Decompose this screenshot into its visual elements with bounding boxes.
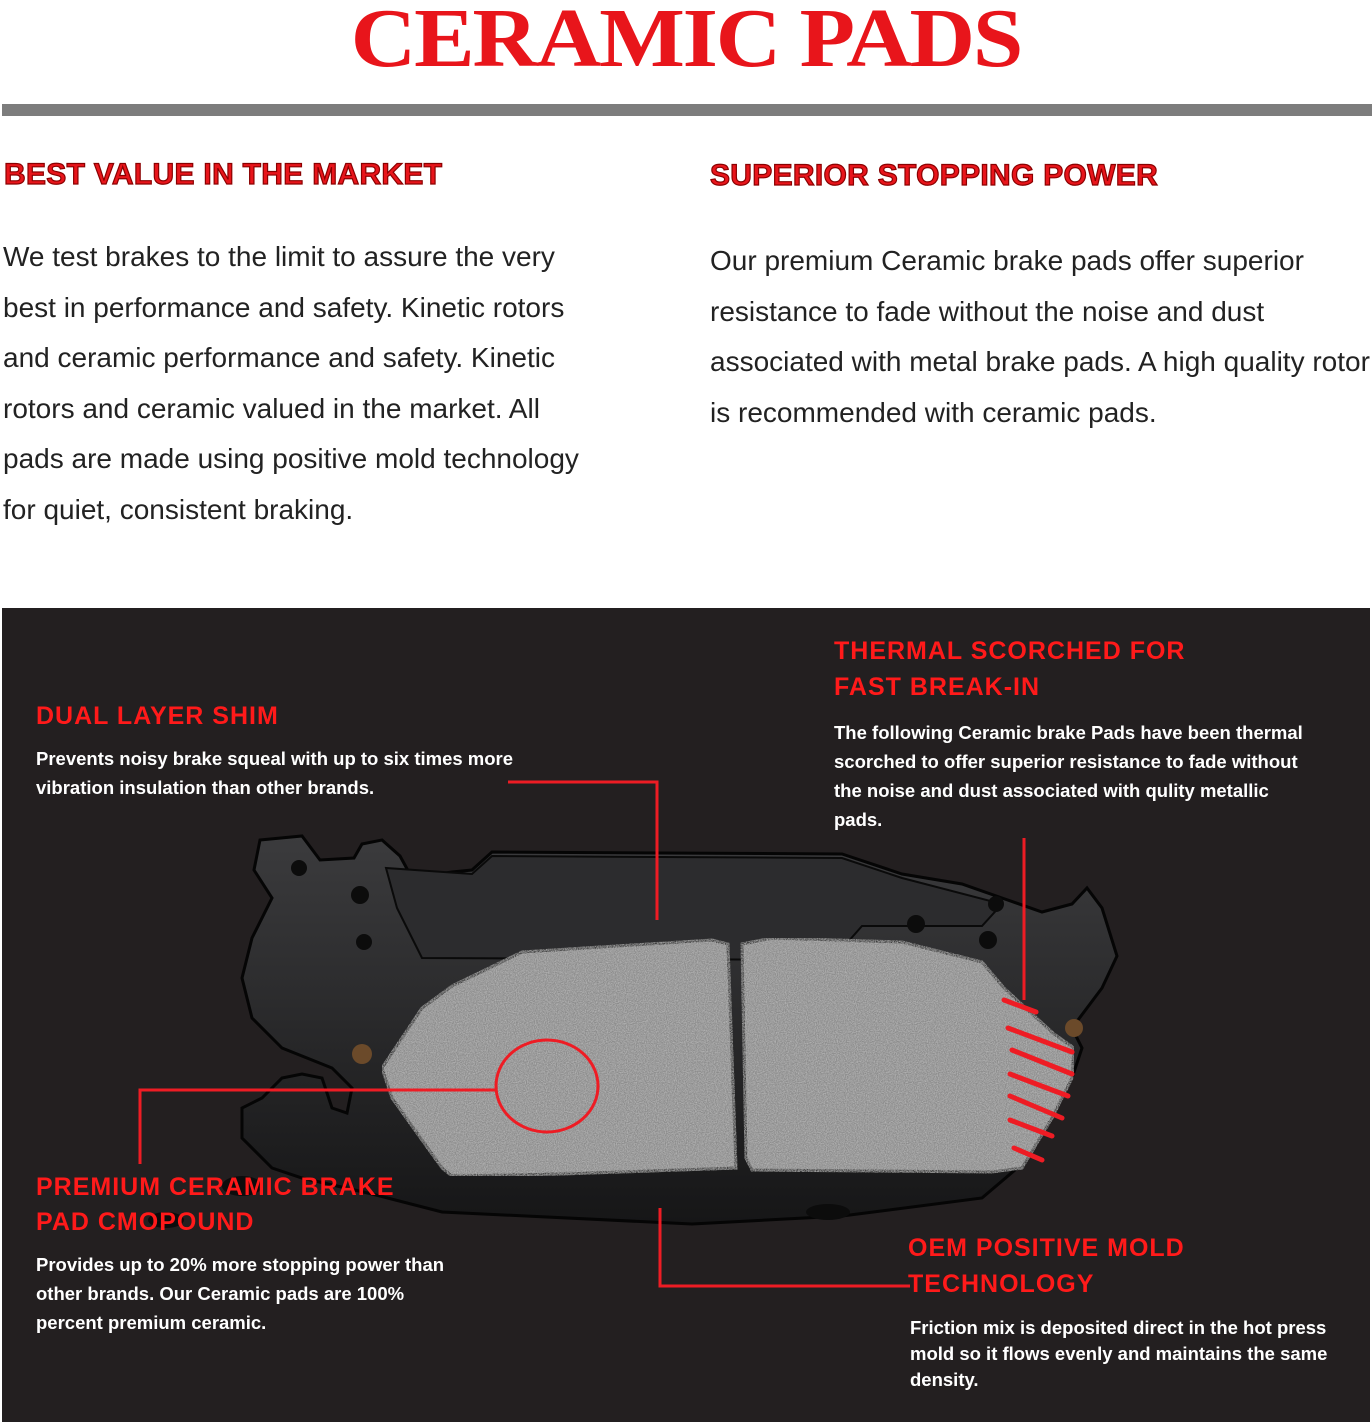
plate-notch bbox=[806, 1204, 850, 1220]
rivet-hole bbox=[979, 931, 997, 949]
shim-text: Prevents noisy brake squeal with up to six times more vibration insulation than other brands. bbox=[36, 748, 514, 798]
compound-text: Provides up to 20% more stopping power than other brands. Our Ceramic pads are 100% percent premium ceramic. bbox=[36, 1254, 445, 1333]
stopping-power-text: Our premium Ceramic brake pads offer superior resistance to fade without the noise and dust associated with metal brake pads. A high quality rotor is recommended with ceramic pads. bbox=[710, 245, 1370, 428]
rivet-hole bbox=[907, 915, 925, 933]
shim-heading: DUAL LAYER SHIM bbox=[36, 702, 279, 730]
thermal-text: The following Ceramic brake Pads have been thermal scorched to offer superior resistance to fade without the noise and dust associated with qulity metallic pads. bbox=[834, 722, 1303, 830]
stopping-power-heading: SUPERIOR STOPPING POWER bbox=[710, 159, 1159, 192]
rivet-hole bbox=[988, 896, 1004, 912]
compound-heading: PREMIUM CERAMIC BRAKE PAD CMOPOUND bbox=[36, 1173, 395, 1236]
best-value-text: We test brakes to the limit to assure the very best in performance and safety. Kinetic rotors and ceramic performance and safety. Kinetic rotors and ceramic valued in the market. All pads are made using positive mold technology for quiet, consistent braking. bbox=[3, 241, 579, 525]
title-divider bbox=[2, 104, 1372, 116]
feature-panel bbox=[2, 608, 1370, 1422]
mold-text: Friction mix is deposited direct in the hot press mold so it flows evenly and maintains the same density. bbox=[910, 1317, 1328, 1390]
rivet-hole bbox=[291, 860, 307, 876]
rivet-hole bbox=[351, 886, 369, 904]
best-value-heading: BEST VALUE IN THE MARKET bbox=[4, 158, 443, 191]
mold-heading: OEM POSITIVE MOLD TECHNOLOGY bbox=[908, 1234, 1185, 1298]
rivet-hole bbox=[356, 934, 372, 950]
thermal-heading: THERMAL SCORCHED FOR FAST BREAK-IN bbox=[834, 637, 1186, 701]
rivet-hole bbox=[352, 1044, 372, 1064]
rivet-hole bbox=[1065, 1019, 1083, 1037]
page-title: CERAMIC PADS bbox=[350, 0, 1022, 85]
